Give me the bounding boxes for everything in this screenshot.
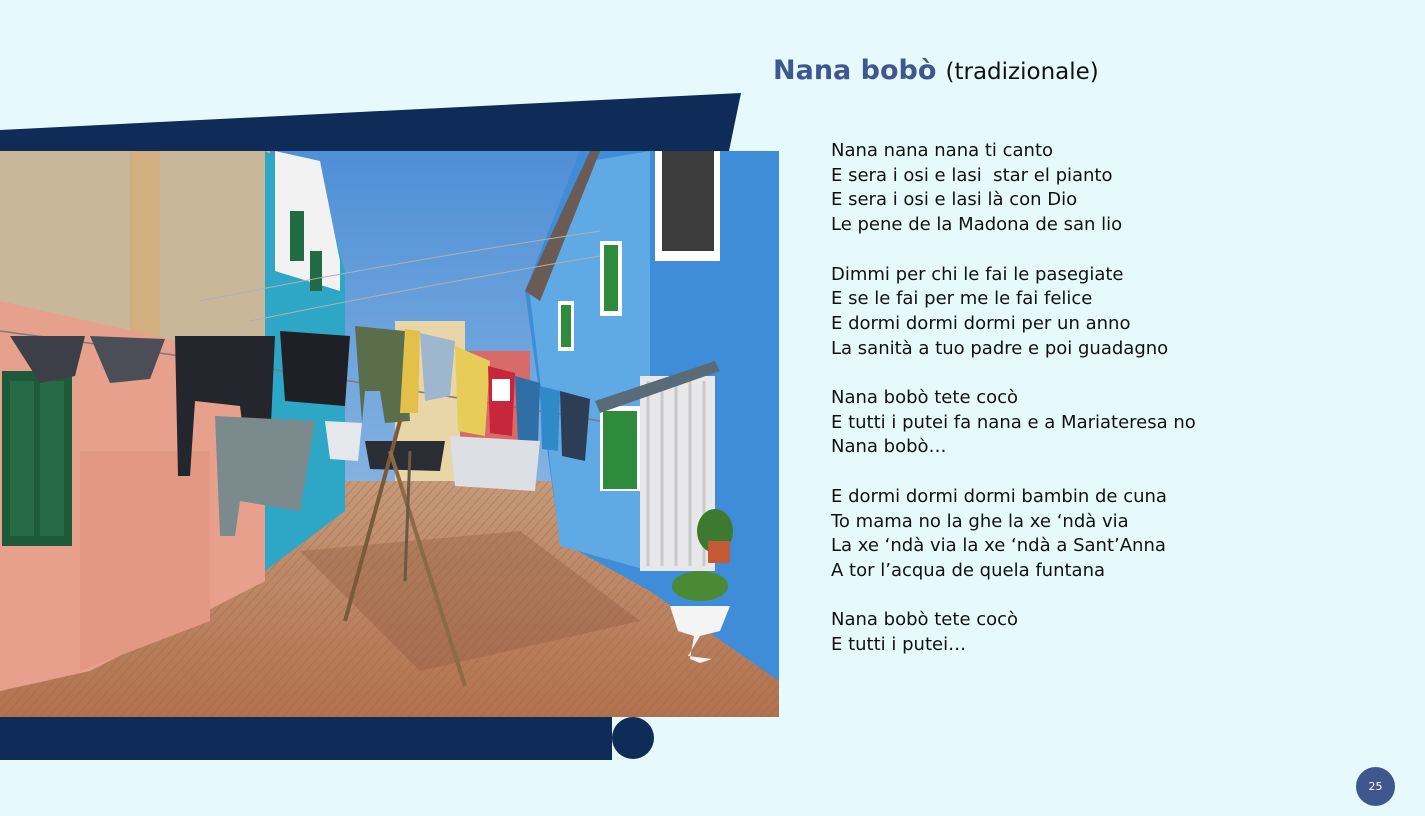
stanza	[831, 608, 1196, 657]
page-number: 25	[1356, 767, 1395, 806]
verse: E tutti i putei fa nana e a Mariateresa no	[831, 411, 1196, 433]
bottom-circle	[612, 717, 654, 759]
title-subtitle: (tradizionale)	[945, 59, 1099, 85]
song-title	[773, 55, 1099, 86]
verse: E sera i osi e lasi là con Dio	[831, 189, 1078, 211]
verse: Le pene de la Madona de san lio	[831, 214, 1123, 236]
verse: E dormi dormi dormi per un anno	[831, 312, 1131, 334]
verse: E tutti i putei…	[831, 634, 967, 655]
stanza	[831, 263, 1196, 362]
verse: To mama no la ghe la xe ‘ndà via	[831, 510, 1129, 532]
verse: La xe ‘ndà via la xe ‘ndà a Sant’Anna	[831, 535, 1166, 557]
poem-text	[831, 139, 1196, 658]
verse: Dimmi per chi le fai le pasegiate	[831, 263, 1124, 285]
verse: E se le fai per me le fai felice	[831, 288, 1093, 310]
verse: E dormi dormi dormi bambin de cuna	[831, 485, 1167, 507]
verse: A tor l’acqua de quela funtana	[831, 559, 1106, 581]
stanza	[831, 386, 1196, 460]
stanza	[831, 485, 1196, 584]
stanza	[831, 139, 1196, 238]
verse: E sera i osi e lasi star el pianto	[831, 164, 1113, 186]
verse: Nana bobò tete cocò	[831, 387, 1019, 408]
verse: Nana bobò tete cocò	[831, 609, 1019, 631]
bottom-bar	[0, 717, 612, 760]
street-laundry-photo	[0, 151, 779, 717]
title-main: Nana bobò	[773, 55, 937, 86]
verse: Nana bobò…	[831, 436, 947, 458]
verse: Nana nana nana ti canto	[831, 140, 1054, 161]
verse: La sanità a tuo padre e poi guadagno	[831, 337, 1169, 359]
